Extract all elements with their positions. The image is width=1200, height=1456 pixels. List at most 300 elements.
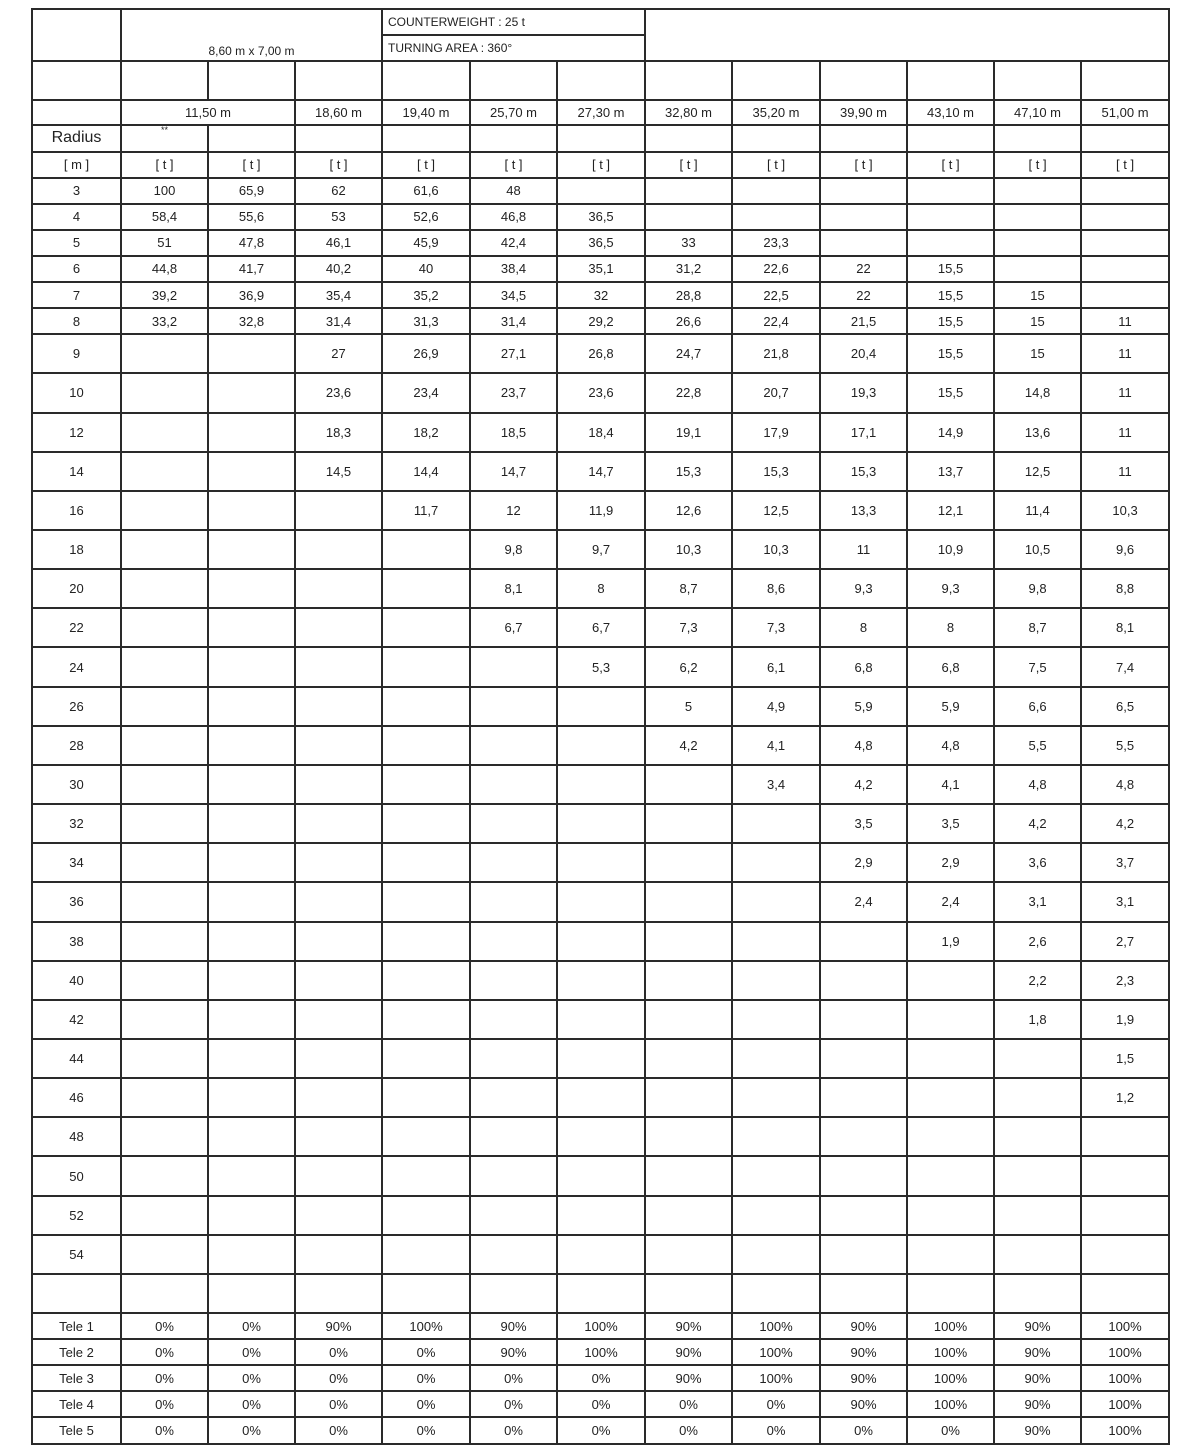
value-cell: 1,9 <box>907 922 994 961</box>
value-cell <box>557 961 645 1000</box>
value-cell: 0% <box>382 1365 470 1391</box>
value-cell: 12,5 <box>732 491 820 530</box>
value-cell: 27 <box>295 334 382 373</box>
value-cell: 1,5 <box>1081 1039 1169 1078</box>
value-cell: 3,6 <box>994 843 1081 882</box>
value-cell: 22,4 <box>732 308 820 334</box>
value-cell <box>382 1156 470 1195</box>
value-cell <box>295 530 382 569</box>
value-cell: 22 <box>820 256 907 282</box>
boom-length-cell: 19,40 m <box>382 100 470 125</box>
value-cell: 3,5 <box>820 804 907 843</box>
value-cell: 0% <box>382 1339 470 1365</box>
value-cell: 15 <box>994 334 1081 373</box>
value-cell <box>121 1196 208 1235</box>
value-cell: 8 <box>820 608 907 647</box>
value-cell: 0% <box>470 1417 557 1444</box>
value-cell: 29,2 <box>557 308 645 334</box>
boom-length-cell: 43,10 m <box>907 100 994 125</box>
value-cell <box>295 1078 382 1117</box>
value-cell <box>820 961 907 1000</box>
value-cell <box>907 1078 994 1117</box>
value-cell: 5,3 <box>557 647 645 686</box>
value-cell <box>557 687 645 726</box>
value-cell: 8 <box>907 608 994 647</box>
value-cell <box>295 608 382 647</box>
header-empty-cell <box>645 9 1169 61</box>
value-cell: 0% <box>121 1313 208 1339</box>
value-cell: 0% <box>470 1365 557 1391</box>
value-cell: 51 <box>121 230 208 256</box>
value-cell <box>295 804 382 843</box>
value-cell: 6,7 <box>557 608 645 647</box>
dimensions-label: 8,60 m x 7,00 m <box>121 9 382 61</box>
value-cell: 35,1 <box>557 256 645 282</box>
value-cell: 4,1 <box>907 765 994 804</box>
value-cell <box>820 204 907 230</box>
value-cell <box>208 1235 295 1274</box>
value-cell <box>121 882 208 921</box>
value-cell <box>907 1235 994 1274</box>
value-cell <box>208 491 295 530</box>
value-cell <box>208 1196 295 1235</box>
value-cell <box>382 1196 470 1235</box>
value-cell <box>557 804 645 843</box>
value-cell: 8,6 <box>732 569 820 608</box>
value-cell: 61,6 <box>382 178 470 204</box>
value-cell: 100% <box>732 1339 820 1365</box>
boom-length-cell: 39,90 m <box>820 100 907 125</box>
value-cell: 14,8 <box>994 373 1081 412</box>
radius-cell: 6 <box>32 256 121 282</box>
value-cell <box>645 1000 732 1039</box>
value-cell: 100% <box>732 1313 820 1339</box>
value-cell <box>732 178 820 204</box>
load-chart-table <box>31 8 1170 1445</box>
value-cell <box>208 608 295 647</box>
value-cell: 1,2 <box>1081 1078 1169 1117</box>
value-cell <box>470 961 557 1000</box>
value-cell <box>208 1156 295 1195</box>
value-cell <box>295 687 382 726</box>
value-cell: 23,6 <box>557 373 645 412</box>
value-cell <box>820 1078 907 1117</box>
radius-cell: 28 <box>32 726 121 765</box>
value-cell: 0% <box>208 1391 295 1417</box>
value-cell: 4,2 <box>1081 804 1169 843</box>
value-cell: 0% <box>295 1417 382 1444</box>
value-cell <box>470 922 557 961</box>
load-row <box>32 569 1169 608</box>
load-row <box>32 726 1169 765</box>
value-cell: 3,5 <box>907 804 994 843</box>
value-cell: 11 <box>820 530 907 569</box>
value-cell: 100 <box>121 178 208 204</box>
load-row <box>32 1000 1169 1039</box>
radius-header-row <box>32 125 1169 151</box>
value-cell: 10,3 <box>732 530 820 569</box>
radius-cell: 20 <box>32 569 121 608</box>
radius-cell: 4 <box>32 204 121 230</box>
value-cell <box>994 178 1081 204</box>
value-cell <box>732 1156 820 1195</box>
value-cell: 6,7 <box>470 608 557 647</box>
load-row <box>32 178 1169 204</box>
unit-load: [ t ] <box>382 152 470 178</box>
value-cell <box>121 961 208 1000</box>
value-cell <box>121 765 208 804</box>
value-cell: 15 <box>994 282 1081 308</box>
value-cell: 9,7 <box>557 530 645 569</box>
value-cell: 90% <box>994 1313 1081 1339</box>
value-cell <box>208 961 295 1000</box>
value-cell <box>208 882 295 921</box>
radius-cell: 40 <box>32 961 121 1000</box>
value-cell <box>208 843 295 882</box>
value-cell <box>820 178 907 204</box>
note-mark: ** <box>121 125 208 151</box>
value-cell <box>820 922 907 961</box>
value-cell: 2,6 <box>994 922 1081 961</box>
value-cell <box>121 1117 208 1156</box>
value-cell: 21,8 <box>732 334 820 373</box>
value-cell: 1,8 <box>994 1000 1081 1039</box>
value-cell <box>382 882 470 921</box>
value-cell <box>382 530 470 569</box>
value-cell: 2,3 <box>1081 961 1169 1000</box>
value-cell: 18,2 <box>382 413 470 452</box>
value-cell: 15 <box>994 308 1081 334</box>
value-cell: 0% <box>557 1417 645 1444</box>
value-cell: 0% <box>557 1391 645 1417</box>
value-cell: 36,9 <box>208 282 295 308</box>
value-cell <box>645 1039 732 1078</box>
value-cell <box>295 1235 382 1274</box>
value-cell: 14,7 <box>470 452 557 491</box>
tele-row <box>32 1339 1169 1365</box>
value-cell <box>295 1039 382 1078</box>
radius-cell: 12 <box>32 413 121 452</box>
radius-cell: 38 <box>32 922 121 961</box>
value-cell <box>208 1117 295 1156</box>
load-row <box>32 334 1169 373</box>
value-cell: 36,5 <box>557 230 645 256</box>
value-cell <box>820 230 907 256</box>
value-cell <box>820 1156 907 1195</box>
value-cell: 12,6 <box>645 491 732 530</box>
value-cell <box>732 1000 820 1039</box>
value-cell <box>557 1000 645 1039</box>
value-cell: 31,2 <box>645 256 732 282</box>
value-cell <box>295 765 382 804</box>
value-cell: 20,4 <box>820 334 907 373</box>
value-cell: 32,8 <box>208 308 295 334</box>
load-row <box>32 256 1169 282</box>
tele-row <box>32 1313 1169 1339</box>
value-cell: 11,4 <box>994 491 1081 530</box>
radius-cell: 52 <box>32 1196 121 1235</box>
value-cell: 15,5 <box>907 282 994 308</box>
value-cell <box>732 1117 820 1156</box>
value-cell <box>295 726 382 765</box>
value-cell <box>208 1000 295 1039</box>
boom-length-cell: 32,80 m <box>645 100 732 125</box>
boom-length-cell: 27,30 m <box>557 100 645 125</box>
value-cell: 100% <box>557 1339 645 1365</box>
value-cell: 3,4 <box>732 765 820 804</box>
value-cell <box>820 1235 907 1274</box>
radius-cell: 48 <box>32 1117 121 1156</box>
value-cell: 9,8 <box>470 530 557 569</box>
value-cell: 7,5 <box>994 647 1081 686</box>
boom-length-cell: 11,50 m <box>121 100 295 125</box>
value-cell: 5,9 <box>907 687 994 726</box>
value-cell: 90% <box>645 1365 732 1391</box>
value-cell <box>557 882 645 921</box>
radius-cell: 30 <box>32 765 121 804</box>
value-cell: 2,4 <box>907 882 994 921</box>
value-cell: 100% <box>1081 1365 1169 1391</box>
value-cell: 6,2 <box>645 647 732 686</box>
radius-cell: 10 <box>32 373 121 412</box>
value-cell <box>121 569 208 608</box>
value-cell: 35,2 <box>382 282 470 308</box>
value-cell <box>121 1078 208 1117</box>
value-cell <box>121 452 208 491</box>
value-cell: 18,5 <box>470 413 557 452</box>
value-cell <box>732 1196 820 1235</box>
value-cell <box>557 1235 645 1274</box>
value-cell <box>732 1235 820 1274</box>
value-cell <box>645 922 732 961</box>
value-cell: 8 <box>557 569 645 608</box>
value-cell: 6,6 <box>994 687 1081 726</box>
value-cell: 35,4 <box>295 282 382 308</box>
value-cell: 0% <box>295 1391 382 1417</box>
value-cell <box>557 843 645 882</box>
value-cell <box>820 1196 907 1235</box>
value-cell <box>470 1235 557 1274</box>
value-cell: 2,7 <box>1081 922 1169 961</box>
unit-radius: [ m ] <box>32 152 121 178</box>
value-cell <box>732 1078 820 1117</box>
value-cell <box>470 843 557 882</box>
value-cell: 0% <box>907 1417 994 1444</box>
value-cell <box>208 413 295 452</box>
load-row <box>32 882 1169 921</box>
value-cell: 11,7 <box>382 491 470 530</box>
load-row <box>32 647 1169 686</box>
value-cell: 8,7 <box>994 608 1081 647</box>
value-cell <box>1081 1235 1169 1274</box>
value-cell <box>208 922 295 961</box>
value-cell <box>994 256 1081 282</box>
value-cell <box>645 1156 732 1195</box>
load-row <box>32 765 1169 804</box>
value-cell <box>907 1039 994 1078</box>
load-row <box>32 1078 1169 1117</box>
value-cell <box>557 1117 645 1156</box>
value-cell <box>382 1117 470 1156</box>
radius-cell: 5 <box>32 230 121 256</box>
boom-length-cell: 51,00 m <box>1081 100 1169 125</box>
value-cell: 15,3 <box>645 452 732 491</box>
value-cell: 0% <box>820 1417 907 1444</box>
value-cell: 90% <box>994 1339 1081 1365</box>
tele-row <box>32 1417 1169 1444</box>
value-cell: 4,9 <box>732 687 820 726</box>
value-cell <box>645 961 732 1000</box>
value-cell <box>994 1078 1081 1117</box>
separator-row <box>32 1274 1169 1313</box>
value-cell: 23,6 <box>295 373 382 412</box>
value-cell: 3,1 <box>994 882 1081 921</box>
value-cell <box>1081 178 1169 204</box>
value-cell: 90% <box>470 1339 557 1365</box>
value-cell: 100% <box>557 1313 645 1339</box>
value-cell: 41,7 <box>208 256 295 282</box>
load-row <box>32 1235 1169 1274</box>
value-cell: 32 <box>557 282 645 308</box>
value-cell: 5,9 <box>820 687 907 726</box>
value-cell: 12 <box>470 491 557 530</box>
value-cell <box>557 1078 645 1117</box>
value-cell: 8,8 <box>1081 569 1169 608</box>
value-cell <box>470 1000 557 1039</box>
value-cell <box>907 1156 994 1195</box>
value-cell <box>295 1156 382 1195</box>
load-row <box>32 282 1169 308</box>
value-cell: 7,4 <box>1081 647 1169 686</box>
value-cell: 46,8 <box>470 204 557 230</box>
value-cell <box>820 1000 907 1039</box>
value-cell <box>208 1039 295 1078</box>
value-cell <box>208 373 295 412</box>
value-cell: 55,6 <box>208 204 295 230</box>
value-cell: 9,3 <box>820 569 907 608</box>
value-cell: 13,3 <box>820 491 907 530</box>
value-cell: 40,2 <box>295 256 382 282</box>
unit-load: [ t ] <box>732 152 820 178</box>
value-cell <box>121 1039 208 1078</box>
radius-cell: 7 <box>32 282 121 308</box>
unit-load: [ t ] <box>820 152 907 178</box>
value-cell: 22,5 <box>732 282 820 308</box>
value-cell <box>907 1196 994 1235</box>
value-cell <box>994 204 1081 230</box>
value-cell: 9,3 <box>907 569 994 608</box>
value-cell: 21,5 <box>820 308 907 334</box>
value-cell: 2,9 <box>820 843 907 882</box>
value-cell: 15,5 <box>907 256 994 282</box>
value-cell: 58,4 <box>121 204 208 230</box>
value-cell <box>295 922 382 961</box>
value-cell <box>994 230 1081 256</box>
unit-row <box>32 152 1169 178</box>
value-cell <box>557 1156 645 1195</box>
value-cell: 0% <box>470 1391 557 1417</box>
value-cell <box>645 882 732 921</box>
value-cell: 1,9 <box>1081 1000 1169 1039</box>
radius-cell: 42 <box>32 1000 121 1039</box>
radius-header: Radius <box>32 125 121 151</box>
value-cell <box>907 1000 994 1039</box>
value-cell <box>470 1156 557 1195</box>
value-cell <box>907 230 994 256</box>
unit-load: [ t ] <box>470 152 557 178</box>
value-cell: 22 <box>820 282 907 308</box>
value-cell <box>994 1039 1081 1078</box>
tele-label: Tele 3 <box>32 1365 121 1391</box>
value-cell: 23,7 <box>470 373 557 412</box>
value-cell <box>121 922 208 961</box>
value-cell <box>208 569 295 608</box>
load-row <box>32 530 1169 569</box>
value-cell <box>121 1156 208 1195</box>
value-cell <box>208 1078 295 1117</box>
value-cell: 18,3 <box>295 413 382 452</box>
radius-cell: 24 <box>32 647 121 686</box>
radius-cell: 44 <box>32 1039 121 1078</box>
radius-cell: 8 <box>32 308 121 334</box>
value-cell: 8,7 <box>645 569 732 608</box>
value-cell: 6,5 <box>1081 687 1169 726</box>
value-cell <box>1081 1196 1169 1235</box>
value-cell <box>557 765 645 804</box>
value-cell <box>382 961 470 1000</box>
value-cell: 5 <box>645 687 732 726</box>
counterweight-label: COUNTERWEIGHT : 25 t <box>382 9 645 35</box>
value-cell <box>470 1039 557 1078</box>
value-cell <box>645 1117 732 1156</box>
value-cell: 0% <box>645 1417 732 1444</box>
unit-load: [ t ] <box>994 152 1081 178</box>
value-cell <box>121 843 208 882</box>
value-cell: 17,1 <box>820 413 907 452</box>
load-row <box>32 373 1169 412</box>
value-cell <box>732 804 820 843</box>
value-cell: 24,7 <box>645 334 732 373</box>
value-cell: 0% <box>645 1391 732 1417</box>
value-cell: 11,9 <box>557 491 645 530</box>
value-cell: 36,5 <box>557 204 645 230</box>
value-cell: 13,7 <box>907 452 994 491</box>
value-cell <box>295 1196 382 1235</box>
value-cell <box>208 334 295 373</box>
value-cell <box>121 804 208 843</box>
value-cell: 26,8 <box>557 334 645 373</box>
value-cell: 9,6 <box>1081 530 1169 569</box>
value-cell <box>470 804 557 843</box>
value-cell: 100% <box>907 1391 994 1417</box>
boom-length-cell: 35,20 m <box>732 100 820 125</box>
value-cell: 11 <box>1081 308 1169 334</box>
value-cell <box>121 530 208 569</box>
load-row <box>32 961 1169 1000</box>
value-cell <box>382 922 470 961</box>
value-cell <box>470 647 557 686</box>
value-cell: 26,9 <box>382 334 470 373</box>
value-cell: 53 <box>295 204 382 230</box>
value-cell: 15,5 <box>907 308 994 334</box>
value-cell: 31,4 <box>295 308 382 334</box>
value-cell <box>382 569 470 608</box>
load-row <box>32 843 1169 882</box>
value-cell: 8,1 <box>470 569 557 608</box>
value-cell <box>994 1235 1081 1274</box>
value-cell: 65,9 <box>208 178 295 204</box>
value-cell <box>121 373 208 412</box>
